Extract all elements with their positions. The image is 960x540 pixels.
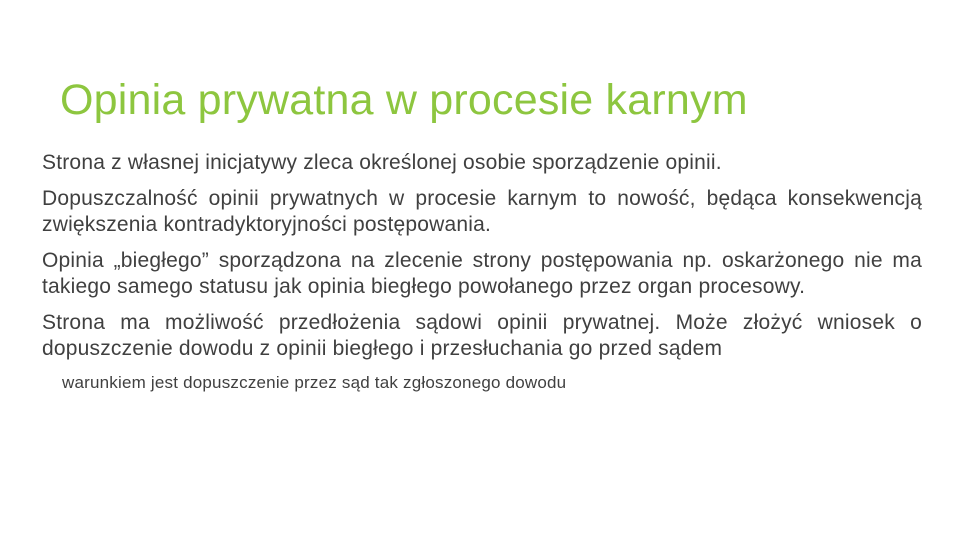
slide-body (42, 150, 922, 394)
sub-item: warunkiem jest dopuszczenie przez sąd tak zgłoszonego dowodu (62, 373, 567, 392)
slide-title: Opinia prywatna w procesie karnym (60, 76, 748, 124)
paragraph-4: Strona ma możliwość przedłożenia sądowi opinii prywatnej. Może złożyć wniosek o dopuszczenie dowodu z opinii biegłego i przesłuchania go przed sądem (42, 311, 922, 360)
paragraph-2: Dopuszczalność opinii prywatnych w procesie karnym to nowość, będąca konsekwencją zwiększenia kontradyktoryjności postępowania. (42, 187, 922, 236)
paragraph-1: Strona z własnej inicjatywy zleca określonej osobie sporządzenie opinii. (42, 151, 722, 174)
paragraph-3: Opinia „biegłego” sporządzona na zlecenie strony postępowania np. oskarżonego nie ma takiego samego statusu jak opinia biegłego powołanego przez organ procesowy. (42, 249, 922, 298)
